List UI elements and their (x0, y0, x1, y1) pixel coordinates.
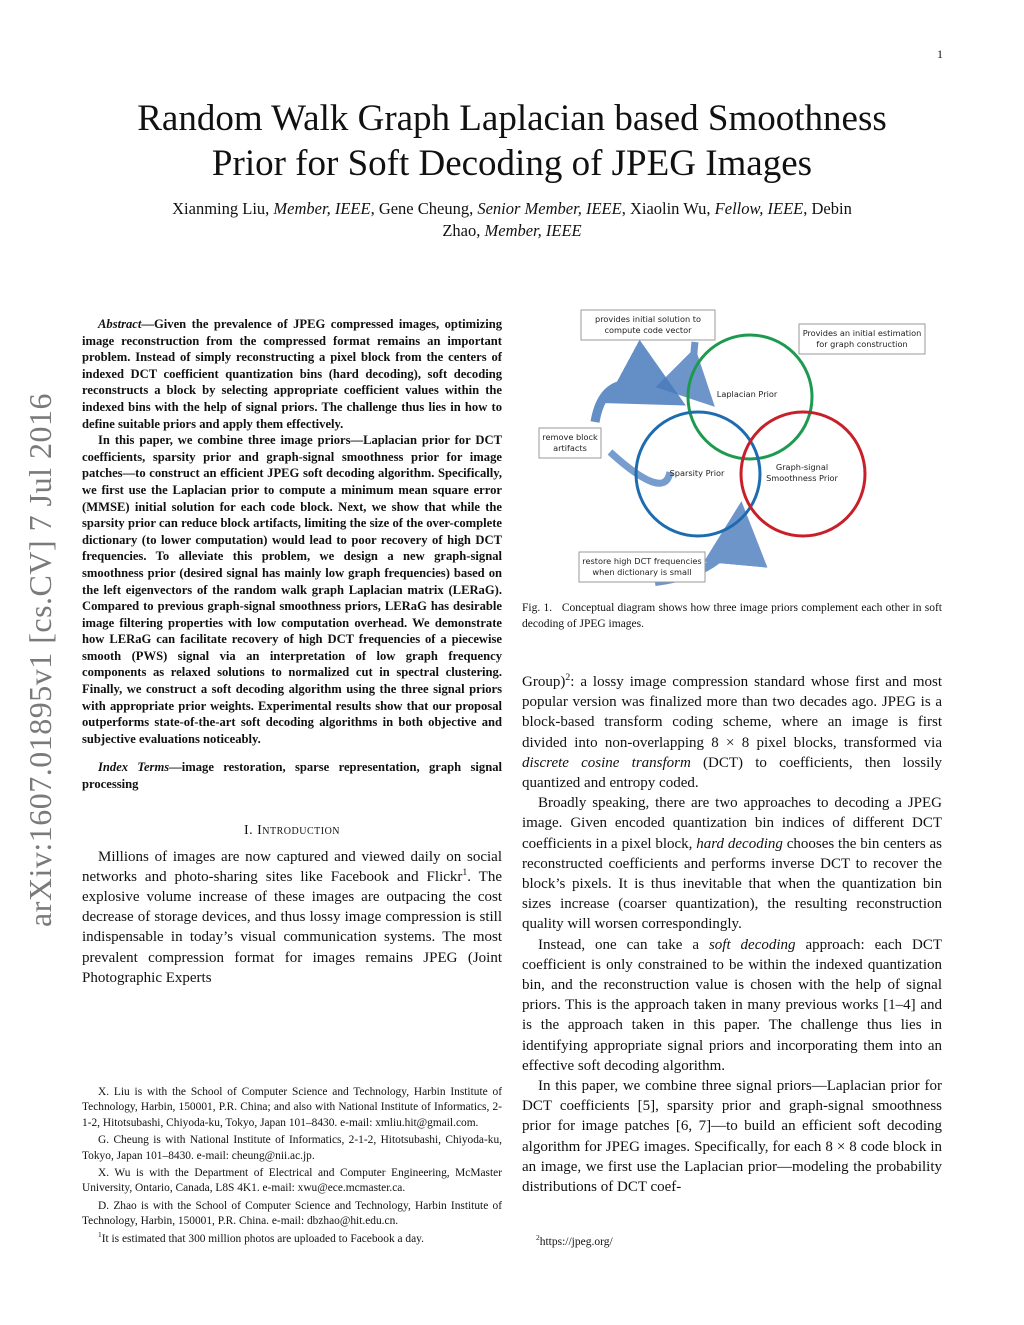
right-p1-c: (DCT) to coefficients, then lossily quantized and entropy coded. (522, 754, 942, 792)
priors-diagram (535, 302, 940, 592)
footnote-1-mark: 1 (98, 1229, 102, 1239)
author-2-role: Senior Member, IEEE (477, 199, 622, 218)
footnote-2-mark: 2 (536, 1233, 540, 1243)
author-1-role: Member, IEEE (273, 199, 371, 218)
callout-graph-construction-line2: for graph construction (816, 339, 908, 349)
callout-initial-solution (581, 310, 715, 340)
right-p2-a: Broadly speaking, there are two approaches to decoding a JPEG image. Given encoded quantization bin indices of different DCT coefficients in a pixel block, (522, 795, 942, 852)
footnote-cheung: G. Cheung is with National Institute of Informatics, 2-1-2, Hitotsubashi, Chiyoda-ku, Tokyo, Japan 101–8430. e-mail: cheung@nii.ac.jp. (82, 1134, 502, 1162)
footnote-wu: X. Wu is with the Department of Electrical and Computer Engineering, McMaster University, Ontario, Canada, L8S 4K1. e-mail: xwu@ece.mcmaster.ca. (82, 1167, 502, 1195)
callout-high-dct-line2: when dictionary is small (592, 567, 692, 577)
abstract-paragraph-2: In this paper, we combine three image priors—Laplacian prior for DCT coefficients, sparsity prior and graph-signal smoothness prior for image patches—to construct an efficient JPEG soft decoding algorithm. Specifically, we first use the Laplacian prior to compute a minimum mean square error (MMSE) initial solution for each code block. Next, we show that while the sparsity prior can reduce block artifacts, limiting the size of the over-complete dictionary (to lower computation) would lead to poor recovery of high DCT frequencies. To alleviate this problem, we design a new graph-signal smoothness prior (desired signal has mainly low graph frequencies) based on the left eigenvectors of the random walk graph Laplacian matrix (LERaG). Compared to previous graph-signal smoothness priors, LERaG has desirable image filtering properties with low computation overhead. We demonstrate how LERaG can facilitate recovery of high DCT frequencies of a piecewise smooth (PWS) signal via an interpretation of low graph frequency components as relaxed solutions to normalized cut in spectral clustering. Finally, we construct a soft decoding algorithm using the three signal priors with appropriate prior weights. Experimental results show that our proposal outperforms state-of-the-art soft decoding algorithms in both objective and subjective evaluations noticeably. (82, 433, 502, 746)
footnote-ref-2: 2 (565, 672, 571, 683)
section-numeral: I. (243, 822, 258, 838)
author-list (110, 198, 914, 242)
right-column-text (522, 672, 942, 1197)
author-2: , Gene Cheung, (370, 199, 478, 218)
section-title: Introduction (257, 822, 341, 838)
page-number: 1 (937, 47, 943, 61)
callout-block-artifacts-line2: artifacts (553, 443, 587, 453)
left-column (82, 316, 502, 988)
index-terms-text: —image restoration, sparse representation, graph signal processing (82, 760, 502, 792)
author-3-role: Fellow, IEEE (714, 199, 804, 218)
footnote-liu: X. Liu is with the School of Computer Science and Technology, Harbin Institute of Technology, Harbin, 150001, P.R. China; and also with National Institute of Informatics, 2-1-2, Hitotsubashi, Chiyoda-ku, Tokyo, Japan 101–8430. e-mail: xmliu.hit@gmail.com. (82, 1086, 502, 1129)
title-line-1: Random Walk Graph Laplacian based Smoothness (137, 98, 887, 139)
right-p4: In this paper, we combine three signal priors—Laplacian prior for DCT coefficients [5], sparsity prior and graph-signal smoothness prior for image patches [6, 7]—to build an efficient soft decoding algorithm for JPEG images. Specifically, for each 8 × 8 code block in an image, we first use the Laplacian prior—modeling the probability distributions of DCT coef- (522, 1078, 942, 1196)
abstract-paragraph-1: —Given the prevalence of JPEG compressed images, optimizing image reconstruction from the compressed format remains an important problem. Instead of simply reconstructing a pixel block from the centers of indexed DCT coefficient quantization bins (hard decoding), soft decoding reconstructs a block by selecting appropriate coefficient values within the indexed bins with the help of signal priors. The challenge thus lies in how to define suitable priors and apply them effectively. (82, 317, 502, 431)
callout-initial-solution-line2: compute code vector (604, 325, 692, 335)
author-4: , Debin (803, 199, 852, 218)
callout-graph-construction-line1: Provides an initial estimation (802, 328, 922, 338)
paper-title (60, 96, 964, 186)
figure-caption (522, 601, 942, 632)
right-p1-a: Group) (522, 674, 566, 690)
abstract (82, 316, 502, 747)
abstract-lead: Abstract (98, 317, 142, 331)
figure-label: Fig. 1. (522, 602, 553, 614)
author-4-line2: Zhao, (442, 221, 485, 240)
callout-block-artifacts (539, 428, 601, 458)
callout-high-dct (579, 552, 705, 582)
title-line-2: Prior for Soft Decoding of JPEG Images (211, 143, 813, 184)
right-p1-em: discrete cosine transform (522, 754, 691, 771)
intro-text (82, 847, 502, 988)
arrow-to-sparsity (595, 384, 670, 422)
graph-prior-label-1: Graph-signal (775, 462, 829, 472)
index-terms (82, 759, 502, 792)
intro-paragraph-a: Millions of images are now captured and viewed daily on social networks and photo-sharing sites like Facebook and Flickr (82, 848, 502, 885)
right-p1-b: : a lossy image compression standard whose first and most popular version was finalized more than two decades ago. JPEG is a block-based transform coding scheme, where an image is first divided into non-overlapping 8 × 8 pixel blocks, transformed via (522, 674, 942, 751)
callout-graph-construction (799, 324, 925, 354)
arxiv-stamp: arXiv:1607.01895v1 [cs.CV] 7 Jul 2016 (22, 392, 58, 927)
callout-high-dct-line1: restore high DCT frequencies (582, 556, 702, 566)
index-terms-lead: Index Terms (98, 760, 170, 775)
callout-initial-solution-line1: provides initial solution to (595, 314, 701, 324)
footnote-2 (536, 1233, 613, 1248)
sparsity-prior-label: Sparsity Prior (669, 468, 725, 478)
footnote-zhao: D. Zhao is with the School of Computer Science and Technology, Harbin Institute of Technology, Harbin, 150001, P.R. China. e-mail: dbzhao@hit.edu.cn. (82, 1199, 502, 1228)
footnote-ref-1: 1 (462, 866, 468, 878)
graph-prior-label-2: Smoothness Prior (766, 473, 838, 483)
author-3: , Xiaolin Wu, (621, 199, 715, 218)
right-p3-em: soft decoding (708, 936, 796, 953)
author-4-role: Member, IEEE (484, 221, 582, 240)
author-1: Xianming Liu, (172, 199, 274, 218)
intro-paragraph-b: . The explosive volume increase of these images are outpacing the cost decrease of storage devices, and thus lossy image compression is still indispensable in today’s visual communication systems. The most prevalent compression format for images remains JPEG (Joint Photographic Experts (82, 868, 502, 986)
footnote-2-text: https://jpeg.org/ (539, 1236, 613, 1248)
right-p3-b: approach: each DCT coefficient is only constrained to be within the indexed quantization bin, and the reconstruction value is chosen with the help of signal priors. This is the approach taken in many previous works [1–4] and is the approach taken in this paper. The challenge thus lies in identifying appropriate signal priors and incorporating them into an effective soft decoding algorithm. (522, 936, 943, 1074)
section-heading (82, 823, 502, 839)
laplacian-prior-label: Laplacian Prior (716, 389, 778, 399)
right-p2-b: chooses the bin centers as reconstructed coefficients and performs inverse DCT to recover the block’s pixels. It is thus inevitable that when the quantization bin sizes increase (coarser quantization), the resulting reconstruction quality will worsen correspondingly. (522, 835, 943, 933)
right-p2-em: hard decoding (696, 835, 783, 852)
footnotes (82, 1085, 502, 1249)
callout-block-artifacts-line1: remove block (542, 432, 598, 442)
right-p3-a: Instead, one can take a (538, 936, 709, 953)
figure-caption-text: Conceptual diagram shows how three image priors complement each other in soft decoding of JPEG images. (522, 602, 942, 630)
footnote-1: It is estimated that 300 million photos are uploaded to Facebook a day. (101, 1232, 424, 1245)
